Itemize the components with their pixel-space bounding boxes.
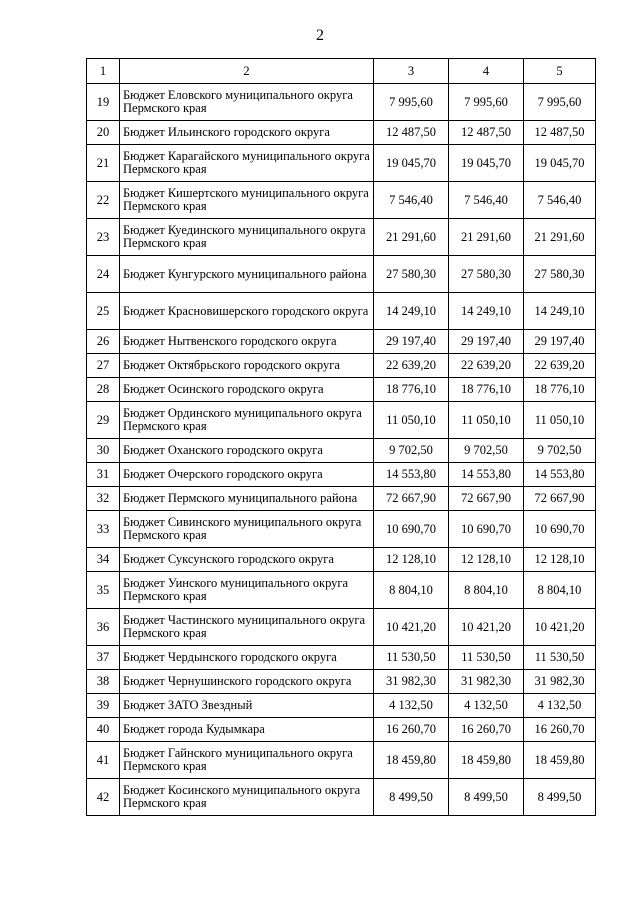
- table-row: [87, 718, 596, 742]
- budget-name: Бюджет Очерского городского округа: [120, 463, 374, 487]
- value-col3: 9 702,50: [374, 439, 449, 463]
- budget-name: Бюджет Чердынского городского округа: [120, 646, 374, 670]
- table-row: [87, 182, 596, 219]
- value-col4: 72 667,90: [449, 487, 524, 511]
- row-number: 22: [87, 182, 120, 219]
- table-row: [87, 293, 596, 330]
- row-number: 23: [87, 219, 120, 256]
- value-col5: 7 995,60: [524, 84, 596, 121]
- value-col4: 14 249,10: [449, 293, 524, 330]
- budget-name: Бюджет Красновишерского городского округа: [120, 293, 374, 330]
- value-col5: 9 702,50: [524, 439, 596, 463]
- row-number: 38: [87, 670, 120, 694]
- value-col5: 16 260,70: [524, 718, 596, 742]
- column-header: 4: [449, 59, 524, 84]
- budget-name: Бюджет Куединского муниципального округа Пермского края: [120, 219, 374, 256]
- row-number: 21: [87, 145, 120, 182]
- value-col4: 7 995,60: [449, 84, 524, 121]
- value-col5: 11 530,50: [524, 646, 596, 670]
- value-col4: 14 553,80: [449, 463, 524, 487]
- table-row: [87, 219, 596, 256]
- value-col3: 12 487,50: [374, 121, 449, 145]
- value-col3: 27 580,30: [374, 256, 449, 293]
- value-col5: 12 128,10: [524, 548, 596, 572]
- budget-name: Бюджет Косинского муниципального округа Пермского края: [120, 779, 374, 816]
- budget-name: Бюджет Чернушинского городского округа: [120, 670, 374, 694]
- budget-name: Бюджет Кунгурского муниципального района: [120, 256, 374, 293]
- row-number: 29: [87, 402, 120, 439]
- budget-name: Бюджет Гайнского муниципального округа Пермского края: [120, 742, 374, 779]
- value-col4: 8 499,50: [449, 779, 524, 816]
- budget-name: Бюджет Осинского городского округа: [120, 378, 374, 402]
- value-col4: 27 580,30: [449, 256, 524, 293]
- value-col3: 8 804,10: [374, 572, 449, 609]
- value-col5: 18 459,80: [524, 742, 596, 779]
- value-col4: 11 050,10: [449, 402, 524, 439]
- value-col3: 31 982,30: [374, 670, 449, 694]
- budget-name: Бюджет Нытвенского городского округа: [120, 330, 374, 354]
- value-col3: 72 667,90: [374, 487, 449, 511]
- table-row: [87, 670, 596, 694]
- value-col5: 11 050,10: [524, 402, 596, 439]
- row-number: 27: [87, 354, 120, 378]
- row-number: 32: [87, 487, 120, 511]
- value-col4: 10 421,20: [449, 609, 524, 646]
- value-col5: 72 667,90: [524, 487, 596, 511]
- row-number: 33: [87, 511, 120, 548]
- budget-table: [86, 58, 596, 816]
- value-col4: 10 690,70: [449, 511, 524, 548]
- table-row: [87, 694, 596, 718]
- budget-name: Бюджет Оханского городского округа: [120, 439, 374, 463]
- table-row: [87, 609, 596, 646]
- row-number: 28: [87, 378, 120, 402]
- value-col5: 10 421,20: [524, 609, 596, 646]
- value-col4: 7 546,40: [449, 182, 524, 219]
- budget-name: Бюджет Ильинского городского округа: [120, 121, 374, 145]
- budget-name: Бюджет Октябрьского городского округа: [120, 354, 374, 378]
- table-row: [87, 145, 596, 182]
- column-header: 1: [87, 59, 120, 84]
- row-number: 31: [87, 463, 120, 487]
- table-row: [87, 463, 596, 487]
- value-col3: 8 499,50: [374, 779, 449, 816]
- column-header: 5: [524, 59, 596, 84]
- value-col5: 8 499,50: [524, 779, 596, 816]
- row-number: 24: [87, 256, 120, 293]
- value-col3: 29 197,40: [374, 330, 449, 354]
- budget-name: Бюджет Карагайского муниципального округа Пермского края: [120, 145, 374, 182]
- value-col5: 21 291,60: [524, 219, 596, 256]
- row-number: 41: [87, 742, 120, 779]
- column-header: 3: [374, 59, 449, 84]
- value-col3: 18 459,80: [374, 742, 449, 779]
- table-row: [87, 548, 596, 572]
- budget-name: Бюджет Сивинского муниципального округа Пермского края: [120, 511, 374, 548]
- row-number: 34: [87, 548, 120, 572]
- value-col5: 14 249,10: [524, 293, 596, 330]
- value-col3: 12 128,10: [374, 548, 449, 572]
- value-col4: 19 045,70: [449, 145, 524, 182]
- value-col4: 8 804,10: [449, 572, 524, 609]
- value-col5: 14 553,80: [524, 463, 596, 487]
- table-row: [87, 742, 596, 779]
- table-row: [87, 121, 596, 145]
- row-number: 25: [87, 293, 120, 330]
- table-row: [87, 487, 596, 511]
- value-col5: 18 776,10: [524, 378, 596, 402]
- table-row: [87, 439, 596, 463]
- table-row: [87, 779, 596, 816]
- value-col5: 27 580,30: [524, 256, 596, 293]
- value-col4: 31 982,30: [449, 670, 524, 694]
- value-col3: 14 249,10: [374, 293, 449, 330]
- row-number: 26: [87, 330, 120, 354]
- page-number: 2: [316, 27, 324, 44]
- value-col3: 10 421,20: [374, 609, 449, 646]
- value-col3: 18 776,10: [374, 378, 449, 402]
- header-row: [87, 59, 596, 84]
- row-number: 39: [87, 694, 120, 718]
- value-col3: 11 050,10: [374, 402, 449, 439]
- value-col3: 21 291,60: [374, 219, 449, 256]
- value-col5: 7 546,40: [524, 182, 596, 219]
- value-col5: 29 197,40: [524, 330, 596, 354]
- value-col4: 22 639,20: [449, 354, 524, 378]
- row-number: 40: [87, 718, 120, 742]
- budget-name: Бюджет Пермского муниципального района: [120, 487, 374, 511]
- value-col3: 19 045,70: [374, 145, 449, 182]
- value-col3: 10 690,70: [374, 511, 449, 548]
- table-row: [87, 256, 596, 293]
- value-col4: 18 459,80: [449, 742, 524, 779]
- budget-name: Бюджет города Кудымкара: [120, 718, 374, 742]
- budget-name: Бюджет ЗАТО Звездный: [120, 694, 374, 718]
- value-col5: 10 690,70: [524, 511, 596, 548]
- value-col3: 7 546,40: [374, 182, 449, 219]
- table-row: [87, 84, 596, 121]
- value-col5: 19 045,70: [524, 145, 596, 182]
- value-col4: 21 291,60: [449, 219, 524, 256]
- table-row: [87, 572, 596, 609]
- value-col3: 11 530,50: [374, 646, 449, 670]
- value-col5: 4 132,50: [524, 694, 596, 718]
- budget-name: Бюджет Суксунского городского округа: [120, 548, 374, 572]
- value-col4: 11 530,50: [449, 646, 524, 670]
- value-col5: 22 639,20: [524, 354, 596, 378]
- value-col5: 12 487,50: [524, 121, 596, 145]
- table-row: [87, 646, 596, 670]
- budget-name: Бюджет Еловского муниципального округа Пермского края: [120, 84, 374, 121]
- table-row: [87, 402, 596, 439]
- row-number: 35: [87, 572, 120, 609]
- table-row: [87, 378, 596, 402]
- value-col3: 22 639,20: [374, 354, 449, 378]
- value-col4: 9 702,50: [449, 439, 524, 463]
- value-col4: 18 776,10: [449, 378, 524, 402]
- value-col4: 4 132,50: [449, 694, 524, 718]
- budget-name: Бюджет Уинского муниципального округа Пермского края: [120, 572, 374, 609]
- row-number: 19: [87, 84, 120, 121]
- value-col5: 31 982,30: [524, 670, 596, 694]
- budget-name: Бюджет Кишертского муниципального округа Пермского края: [120, 182, 374, 219]
- value-col5: 8 804,10: [524, 572, 596, 609]
- value-col3: 16 260,70: [374, 718, 449, 742]
- value-col4: 16 260,70: [449, 718, 524, 742]
- value-col3: 7 995,60: [374, 84, 449, 121]
- value-col4: 12 487,50: [449, 121, 524, 145]
- value-col3: 14 553,80: [374, 463, 449, 487]
- budget-name: Бюджет Ординского муниципального округа Пермского края: [120, 402, 374, 439]
- row-number: 36: [87, 609, 120, 646]
- value-col3: 4 132,50: [374, 694, 449, 718]
- row-number: 42: [87, 779, 120, 816]
- table-row: [87, 511, 596, 548]
- value-col4: 12 128,10: [449, 548, 524, 572]
- row-number: 37: [87, 646, 120, 670]
- row-number: 20: [87, 121, 120, 145]
- table-row: [87, 354, 596, 378]
- value-col4: 29 197,40: [449, 330, 524, 354]
- column-header: 2: [120, 59, 374, 84]
- row-number: 30: [87, 439, 120, 463]
- budget-name: Бюджет Частинского муниципального округа Пермского края: [120, 609, 374, 646]
- table-row: [87, 330, 596, 354]
